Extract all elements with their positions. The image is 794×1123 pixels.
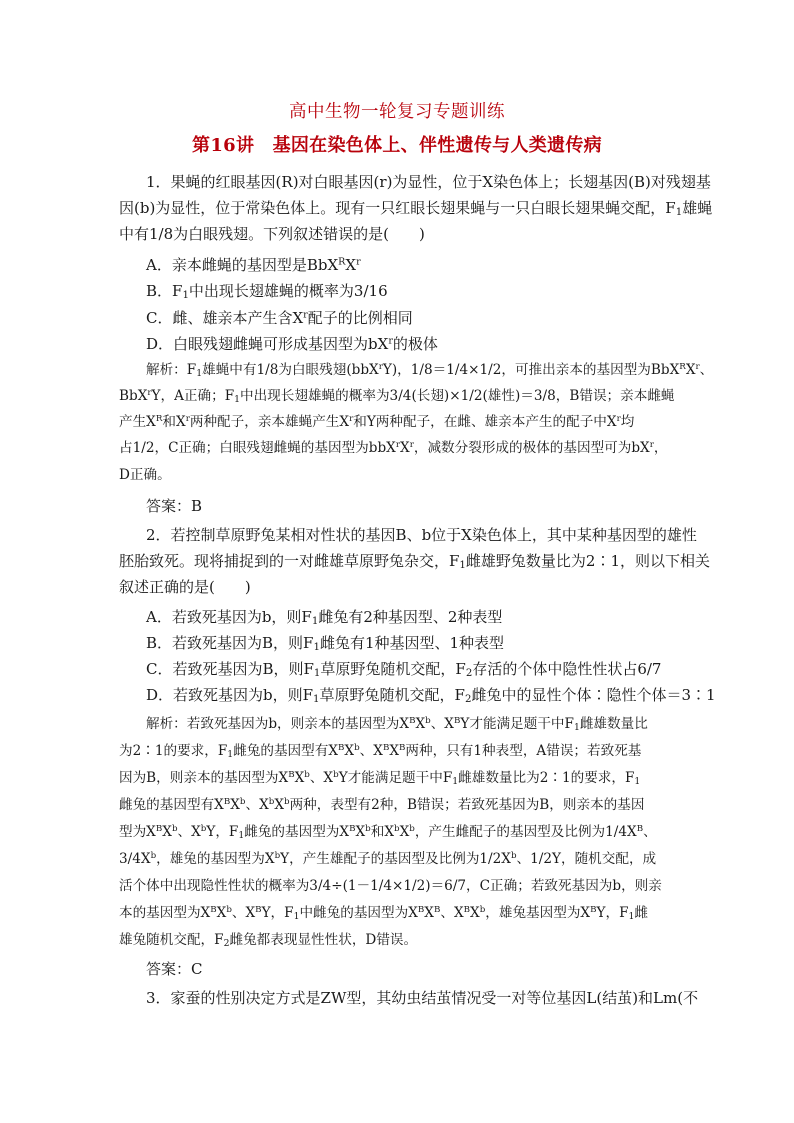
q1-explanation-line-4: 占1/2，C正确；白眼残翅雌蝇的基因型为$bbX^rX^r$，减数分裂形成的极体的基因型可为$bX^r$， — [119, 440, 668, 456]
document-title: 高中生物一轮复习专题训练 — [289, 102, 505, 122]
q1-explanation-line-1: 解析：$F_1$雄蝇中有1/8为白眼残翅(bbX$^r$Y)，1/8＝1/4×1/2，可推出亲本的基因型为$BbX^RX^r$、 — [146, 362, 714, 380]
q1-option-a: A．亲本雌蝇的基因型是$BbX^RX^r$ — [146, 256, 361, 274]
q2-option-d: D．若致死基因为b，则$F_1$草原野兔随机交配，$F_2$雌兔中的显性个体∶隐性个体＝3∶1 — [146, 686, 716, 706]
q2-explanation-line-2: 为2∶1的要求，$F_1$雌兔的基因型有$X^BX^b$、$X^BX^B$两种，只有1种表型，A错误；若致死基 — [119, 743, 642, 761]
q2-explanation-line-5: 型为$X^BX^b$、$X^bY$，$F_1$雌兔的基因型为$X^BX^b$和$X^bX^b$，产生雌配子的基因型及比例为$1/4X^B$、 — [119, 824, 657, 842]
q1-answer: 答案：B — [146, 497, 203, 515]
q2-answer: 答案：C — [146, 960, 203, 978]
q2-stem-line-2: 胚胎致死。现将捕捉到的一对雌雄草原野兔杂交，$F_1$雌雄野兔数量比为2∶1，则以下相关 — [119, 552, 710, 572]
q2-explanation-line-9: 雄兔随机交配，$F_2$雌兔都表现显性性状，D错误。 — [119, 932, 418, 950]
q2-option-a: A．若致死基因为b，则$F_1$雌兔有2种基因型、2种表型 — [146, 608, 503, 628]
q1-stem-line-3: 中有1/8为白眼残翅。下列叙述错误的是( ) — [119, 225, 425, 243]
q1-explanation-line-2: BbX$^r$Y，A正确；$F_1$中出现长翅雄蝇的概率为3/4(长翅)×1/2(雄性)＝3/8，B错误；亲本雌蝇 — [119, 388, 675, 406]
q2-explanation-line-1: 解析：若致死基因为b，则亲本的基因型为$X^BX^b$、$X^BY$才能满足题干中$F_1$雌雄数量比 — [146, 716, 648, 734]
q2-explanation-line-6: $3/4X^b$，雄兔的基因型为$X^bY$，产生雄配子的基因型及比例为$1/2X^b$、1/2Y，随机交配，成 — [119, 851, 657, 867]
q2-explanation-line-8: 本的基因型为$X^BX^b$、$X^BY$，$F_1$中雌兔的基因型为$X^BX^B$、$X^BX^b$，雄兔基因型为$X^BY$，$F_1$雌 — [119, 905, 648, 923]
q2-explanation-line-4: 雌兔的基因型有$X^BX^b$、$X^bX^b$两种，表型有2种，B错误；若致死基因为B，则亲本的基因 — [119, 797, 645, 813]
q1-option-d: D．白眼残翅雌蝇可形成基因型为$bX^r$的极体 — [146, 335, 438, 353]
lecture-title: 第16讲 基因在染色体上、伴性遗传与人类遗传病 — [192, 135, 602, 156]
q2-stem-line-3: 叙述正确的是( ) — [119, 578, 251, 596]
q1-stem-line-1: 1．果蝇的红眼基因(R)对白眼基因(r)为显性，位于X染色体上；长翅基因(B)对残翅基 — [146, 173, 711, 191]
q1-option-c: C．雌、雄亲本产生含$X^r$配子的比例相同 — [146, 309, 413, 327]
q2-explanation-line-7: 活个体中出现隐性性状的概率为3/4÷(1－1/4×1/2)＝6/7，C正确；若致死基因为b，则亲 — [119, 878, 662, 894]
q1-option-b: B．$F_1$中出现长翅雄蝇的概率为3/16 — [146, 282, 388, 302]
q2-option-b: B．若致死基因为B，则$F_1$雌兔有1种基因型、1种表型 — [146, 634, 505, 654]
q1-explanation-line-5: D正确。 — [119, 467, 171, 483]
q1-explanation-line-3: 产生$X^R$和$X^r$两种配子，亲本雄蝇产生$X^r$和Y两种配子，在雌、雄亲本产生的配子中$X^r$均 — [119, 414, 635, 430]
q3-stem-line-1: 3．家蚕的性别决定方式是ZW型，其幼虫结茧情况受一对等位基因L(结茧)和Lm(不 — [146, 989, 699, 1007]
q2-stem-line-1: 2．若控制草原野兔某相对性状的基因B、b位于X染色体上，其中某种基因型的雄性 — [146, 526, 697, 544]
q1-stem-line-2: 因(b)为显性，位于常染色体上。现有一只红眼长翅果蝇与一只白眼长翅果蝇交配，$F_1$雄蝇 — [119, 199, 713, 219]
q2-explanation-line-3: 因为B，则亲本的基因型为$X^BX^b$、$X^bY$才能满足题干中$F_1$雌雄数量比为2∶1的要求，$F_1$ — [119, 770, 641, 788]
q2-option-c: C．若致死基因为B，则$F_1$草原野兔随机交配，$F_2$存活的个体中隐性性状占6/7 — [146, 660, 662, 680]
